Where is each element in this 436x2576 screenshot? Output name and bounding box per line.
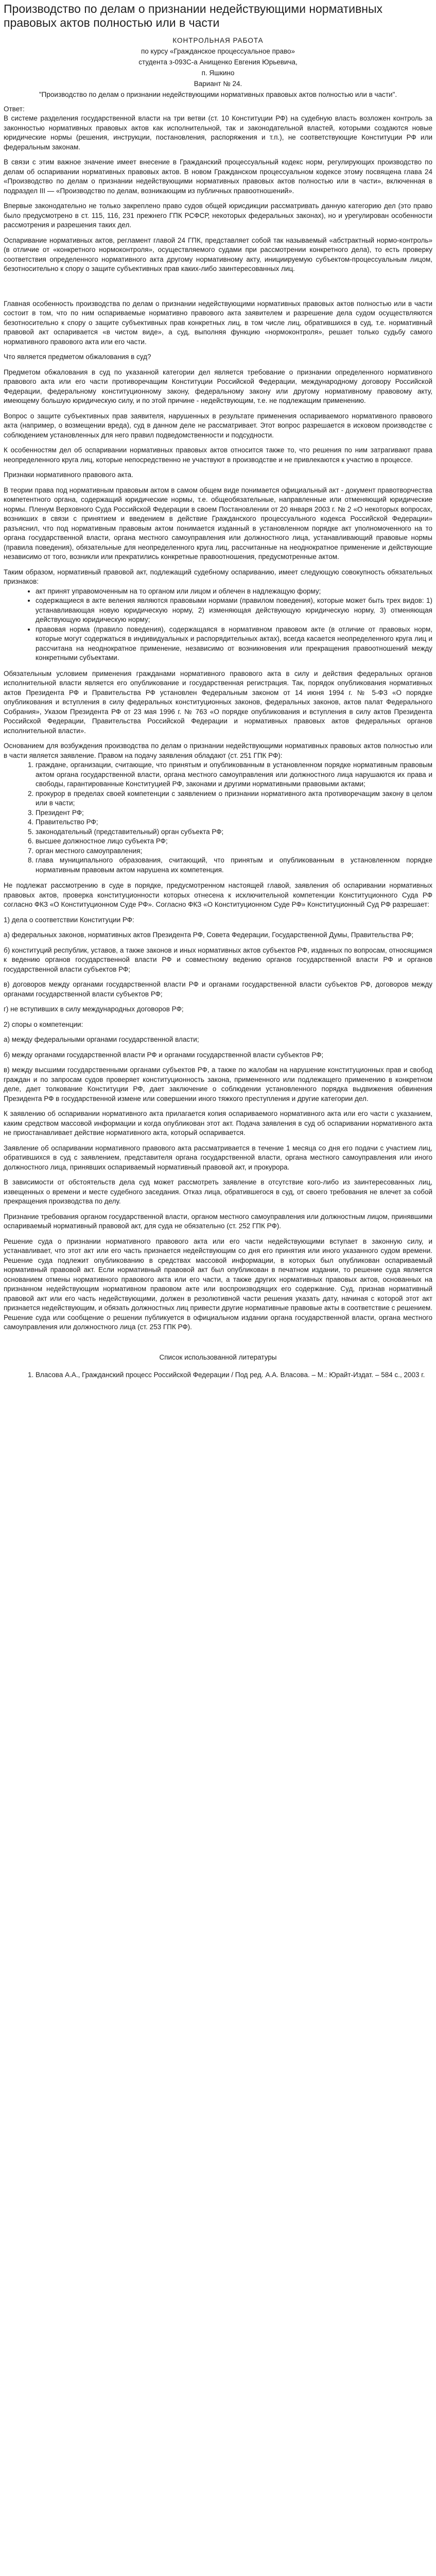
section-gap <box>4 280 432 299</box>
definition-paragraph: В теории права под нормативным правовым актом в самом общем виде понимается официальный акт - документ правотворчества компетентного органа, содержащий юридические нормы, т.е. общеобязательные, направленные или отменяющий юридические нормы. Пленум Верховного Суда Российской Федерации в своем Постановлении от 20 января 2003 г. № 2 «О некоторых вопросах, возникших в связи с принятием и введением в действие Гражданского процессуального кодекса Российской Федерации» разъяснил, что под нормативным правовым актом понимается изданный в установленном порядке акт уполномоченного на то органа государственной власти, органа местного самоуправления или должностного лица, устанавливающий правовые нормы (правила поведения), обязательные для неопределенного круга лиц, рассчитанные на неоднократное применение и действующие независимо от того, возникли или прекратились конкретные правоотношения, предусмотренные актом. <box>4 486 432 561</box>
jurisdiction-paragraph: Не подлежат рассмотрению в суде в порядке, предусмотренном настоящей главой, заявления об оспаривании нормативных правовых актов, проверка конституционности которых отнесена к исключительной компетенции Конституционного Суда РФ согласно ФКЗ «О Конституционном Суде РФ». Согласно ФКЗ «О Конституционном Суде РФ» Конституционный Суд РФ разрешает: <box>4 882 432 908</box>
student-name: студента з-093С-а Анищенко Евгения Юрьевича, <box>138 58 298 66</box>
section-gap <box>4 1338 432 1353</box>
intro-paragraph: Оспаривание нормативных актов, регламент главой 24 ГПК, представляет собой так называемый «абстрактный нормо-контроль» (в отличие от «конкретного нормоконтроля», осуществляемого судами при рассмотрении конкретного дела), то есть проверку соответствия определенного нормативного акта другому нормативному акту, инициируемую субъектом-процессуальным лицом, безотносительно к спору о защите субъективных прав каких-либо заинтересованных лиц. <box>4 236 432 273</box>
applicants-list <box>4 760 432 875</box>
main-paragraph: Предметом обжалования в суд по указанной категории дел является требование о признании определенного нормативного правового акта или его части противоречащим Конституции Российской Федерации, международному договору Российской Федерации, федеральному конституционному закону, федеральному закону или другому нормативному правовому акту, имеющему большую юридическую силу, и по этой причине - недействующим, т.е. не подлежащим применению. <box>4 368 432 404</box>
city-name: п. Яшкино <box>201 69 235 77</box>
definition-paragraph: Таким образом, нормативный правовой акт, подлежащий судебному оспариванию, имеет следующую совокупность обязательных признаков: <box>4 568 432 585</box>
list-item: • содержащиеся в акте веления являются правовыми нормами (правилом поведения), которые может быть трех видов: 1) устанавливающая новую юридическую норму, 2) изменяющая действующую юридическую норму, 3) отменяющая действующую юридическую норму; <box>36 596 432 625</box>
jurisdiction-item: 2) споры о компетенции: <box>4 1020 83 1028</box>
jurisdiction-item: б) между органами государственной власти РФ и органами государственной власти субъектов РФ; <box>4 1050 324 1059</box>
section-heading: Что является предметом обжалования в суд? <box>4 353 151 361</box>
jurisdiction-item: а) федеральных законов, нормативных актов Президента РФ, Совета Федерации, Государственной Думы, Правительства РФ; <box>4 931 414 939</box>
course-name: по курсу «Гражданское процессуальное право» <box>141 47 295 55</box>
list-item: • правовая норма (правило поведения), содержащаяся в нормативном правовом акте (в отличие от правовых норм, которые могут содержаться в индивидуальных и распорядительных актах), всегда касается неопределенного круга лиц и рассчитана на неоднократное применение, независимо от возникновения или прекращения правоотношений между конкретными субъектами. <box>36 625 432 663</box>
procedure-paragraph: К заявлению об оспаривании нормативного акта прилагается копия оспариваемого нормативного акта или его части с указанием, каким средством массовой информации и когда опубликован этот акт. Подача заявления в суд об оспаривании нормативного акта не приостанавливает действие нормативного акта, который оспаривается. <box>4 1110 432 1137</box>
jurisdiction-item: 1) дела о соответствии Конституции РФ: <box>4 916 134 924</box>
jurisdiction-item: а) между федеральными органами государственной власти; <box>4 1036 199 1043</box>
work-type: КОНТРОЛЬНАЯ РАБОТА <box>172 37 264 44</box>
answer-label: Ответ: <box>4 105 25 113</box>
list-item: 7. орган местного самоуправления; <box>36 846 432 856</box>
jurisdiction-item: в) между высшими государственными органами субъектов РФ, а также по жалобам на нарушение конституционных прав и свобод граждан и по запросам судов проверяет конституционность закона, примененного или подлежащего применению в конкретном деле, дает толкование Конституции РФ, дает заключение о соблюдении установленного порядка выдвижения обвинения Президента РФ в государственной измене или совершении иного тяжкого преступления и другие категории дел. <box>4 1066 432 1103</box>
intro-paragraph: Впервые законодательно не только закреплено право судов общей юрисдикции рассматривать данную категорию дел (это право было предусмотрено в ст. 115, 116, 231 прежнего ГПК РСФСР, некоторых федеральных законах), но и урегулирован особенности рассмотрения и разрешения таких дел. <box>4 202 432 229</box>
signs-list <box>4 587 432 663</box>
main-paragraph: К особенностям дел об оспаривании нормативных правовых актов относится также то, что решения по ним затрагивают права неопределенного круга лиц, которые непосредственно не участвуют в производстве и не привлекаются к участию в процессе. <box>4 446 432 464</box>
jurisdiction-item: г) не вступивших в силу международных договоров РФ; <box>4 1005 184 1013</box>
grounds-paragraph: Основанием для возбуждения производства по делам о признании недействующими нормативных правовых актов полностью или в части является заявление. Правом на подачу заявления обладают (ст. 251 ГПК РФ): <box>4 742 432 759</box>
list-item: • акт принят управомоченным на то органом или лицом и облечен в надлежащую форму; <box>36 587 432 597</box>
list-item: 2. прокурор в пределах своей компетенции с заявлением о признании нормативного акта противоречащим закону в целом или в части; <box>36 789 432 808</box>
title-block <box>4 35 432 100</box>
question-title: "Производство по делам о признании недействующими нормативных правовых актов полностью или в части". <box>39 91 397 98</box>
list-item: 8. глава муниципального образования, считающий, что принятым и опубликованным в установленном порядке нормативным правовым актом нарушена их компетенция. <box>36 856 432 875</box>
section-heading: Признаки нормативного правового акта. <box>4 471 133 479</box>
publication-paragraph: Обязательным условием применения гражданами нормативного правового акта в силу и действия федеральных органов исполнительной власти является его опубликование и государственная регистрация. Так, порядок опубликования нормативных актов Президента РФ и Правительства РФ установлен Федеральным законом от 14 июня 1994 г. № 5-ФЗ «О порядке опубликования и вступления в силу федеральных конституционных законов, федеральных законов, актов палат Федерального Собрания», Указом Президента РФ от 23 мая 1996 г. № 763 «О порядке опубликования и вступления в силу актов Президента Российской Федерации, Правительства Российской Федерации и нормативных правовых актов федеральных органов исполнительной власти». <box>4 669 432 735</box>
literature-list <box>4 1370 432 1380</box>
list-item: 5. законодательный (представительный) орган субъекта РФ; <box>36 827 432 837</box>
intro-paragraph: В системе разделения государственной власти на три ветви (ст. 10 Конституции РФ) на судебную власть возложен контроль за законностью нормативных правовых актов как исполнительной, так и законодательной властей, которыми создаются новые юридические нормы (решения, инструкции, постановления, распоряжения и т.п.), не соответствующие Конституции РФ или федеральным законам. <box>4 114 432 151</box>
main-paragraph: Вопрос о защите субъективных прав заявителя, нарушенных в результате применения оспариваемого нормативного правового акта (например, о возмещении вреда), суд в данном деле не рассматривает. Этот вопрос разрешается в исковом производстве с соблюдением установленных для него правил подведомственности и подсудности. <box>4 412 432 439</box>
main-paragraph: Главная особенность производства по делам о признании недействующими нормативных правовых актов полностью или в части состоит в том, что по ним оспариваемые нормативно правового акта заявителем и разрешение дела судом осуществляются безотносительно к спору о защите субъективных прав конкретных лиц, в том числе лиц, обратившихся в суд, т.е. нормативный правовой акт оспаривается «в чистом виде», а суд, выполняя функцию «нормоконтроля», решает только судьбу самого нормативного правового акта или его части. <box>4 299 432 346</box>
literature-title: Список использованной литературы <box>159 1353 277 1361</box>
list-item: 1. Власова А.А., Гражданский процесс Российской Федерации / Под ред. А.А. Власова. – М.: Юрайт-Издат. – 584 с., 2003 г. <box>36 1370 432 1380</box>
procedure-paragraph: В зависимости от обстоятельств дела суд может рассмотреть заявление в отсутствие кого-либо из заинтересованных лиц, извещенных о времени и месте судебного заседания. Отказ лица, обратившегося в суд, от своего требования не влечет за собой прекращения производства по делу. <box>4 1178 432 1205</box>
procedure-paragraph: Признание требования органом государственной власти, органом местного самоуправления или должностным лицом, принявшими оспариваемый нормативный правовой акт, для суда не обязательно (ст. 252 ГПК РФ). <box>4 1212 432 1230</box>
intro-paragraph: В связи с этим важное значение имеет внесение в Гражданский процессуальный кодекс норм, регулирующих производство по делам об оспаривании нормативных правовых актов. В новом Гражданском процессуальном кодексе этому посвящена глава 24 «Производство по делам о признании недействующими нормативных правовых актов полностью или в части», включенная в подраздел III — «Производство по делам, возникающим из публичных правоотношений». <box>4 158 432 195</box>
jurisdiction-item: в) договоров между органами государственной власти РФ и органами государственной власти субъектов РФ, договоров между органами государственной власти субъектов РФ; <box>4 980 432 998</box>
list-item: 3. Президент РФ; <box>36 808 432 818</box>
list-item: 6. высшее должностное лицо субъекта РФ; <box>36 837 432 846</box>
literature-section <box>4 1370 432 1380</box>
procedure-paragraph: Решение суда о признании нормативного правового акта или его части недействующими вступает в законную силу, и устанавливает, что этот акт или его часть признается недействующим со дня его принятия или иного указанного судом времени. Решение суда подлежит опубликованию в средствах массовой информации, в которых был опубликован оспариваемый нормативный правовой акт. Если нормативный правовой акт был опубликован в печатном издании, то решение суда является основанием отмены нормативного правового акта или его части, а также других нормативных правовых актов, основанных на признанном недействующим нормативном правовом акте или воспроизводящих его содержание. Суд, признав нормативный правовой акт или его часть недействующими, должен в резолютивной части решения указать дату, начиная с которой этот акт признается недействующим, и обязать должностных лиц привести другие нормативные правовые акты в соответствие с решением. Решение суда или сообщение о решении публикуется в официальном издании органа государственной власти, органа местного самоуправления или должностного лица (ст. 253 ГПК РФ). <box>4 1237 432 1331</box>
page-title: Производство по делам о признании недействующими нормативных правовых актов полностью или в части <box>4 2 383 29</box>
list-item: 1. граждане, организации, считающие, что принятым и опубликованным в установленном порядке нормативным правовым актом органа государственной власти, органа местного самоуправления или должностного лица нарушаются их права и свободы, гарантированные Конституцией РФ, законами и другими нормативными правовыми актами; <box>36 760 432 789</box>
procedure-paragraph: Заявление об оспаривании нормативного правового акта рассматривается в течение 1 месяца со дня его подачи с участием лиц, обратившихся в суд с заявлением, представителя органа государственной власти, органа местного самоуправления или иного должностного лица, принявших оспариваемый нормативный правовой акт, и прокурора. <box>4 1144 432 1171</box>
variant-number: Вариант № 24. <box>194 80 242 88</box>
jurisdiction-item: б) конституций республик, уставов, а также законов и иных нормативных актов субъектов РФ, изданных по вопросам, относящимся к ведению органов государственной власти РФ и совместному ведению органов государственной власти РФ и органов государственной власти субъектов РФ; <box>4 946 432 973</box>
list-item: 4. Правительство РФ; <box>36 818 432 827</box>
